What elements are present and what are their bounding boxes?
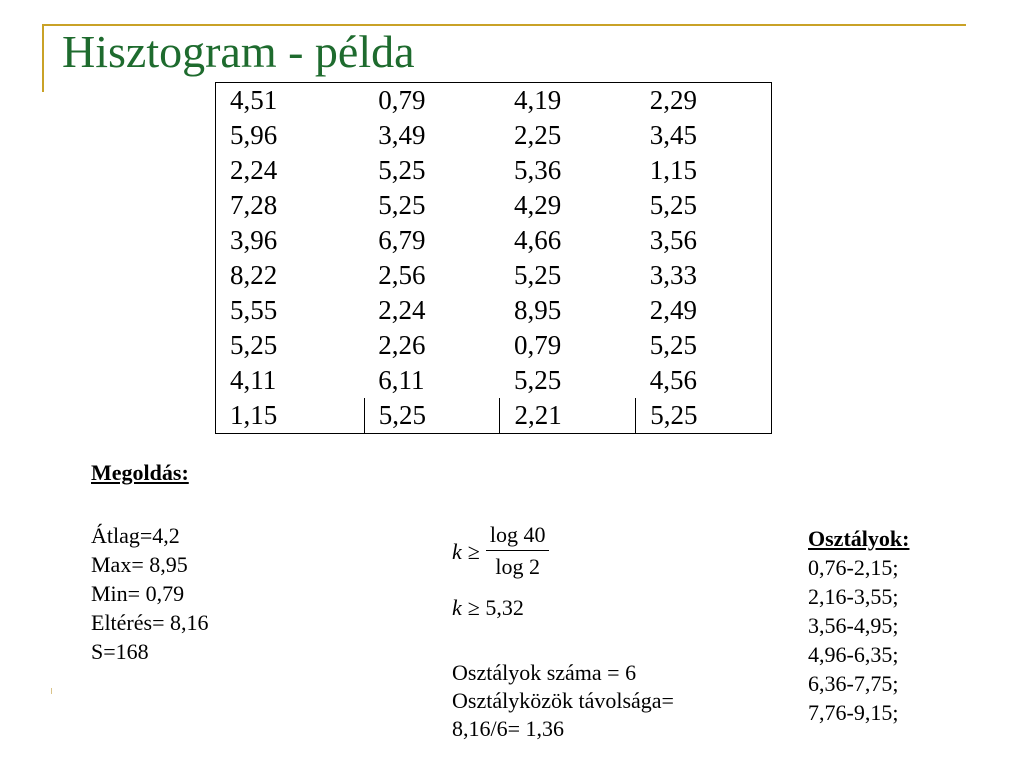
table-cell: 2,24 xyxy=(230,155,278,185)
data-table xyxy=(215,82,772,434)
class-item: 0,76-2,15; xyxy=(808,555,899,580)
table-cell: 5,25 xyxy=(230,330,278,360)
classes-heading: Osztályok: xyxy=(808,526,910,551)
table-cell: 1,15 xyxy=(649,155,697,185)
table-cell: 5,25 xyxy=(636,398,772,434)
table-row xyxy=(216,118,772,153)
table-cell: 2,25 xyxy=(513,120,562,150)
stats-block xyxy=(91,521,209,666)
table-cell: 4,19 xyxy=(513,85,562,115)
table-cell: 6,11 xyxy=(378,365,425,395)
formula-fraction xyxy=(486,522,550,581)
formula-denominator: log 2 xyxy=(495,554,540,579)
table-cell: 2,24 xyxy=(378,295,426,325)
table-cell: 4,66 xyxy=(513,225,562,255)
table-cell: 4,11 xyxy=(230,365,277,395)
table-cell: 8,95 xyxy=(513,295,562,325)
table-cell: 4,56 xyxy=(649,365,697,395)
table-cell: 4,51 xyxy=(230,85,278,115)
formula-geq-symbol: ≥ xyxy=(467,538,480,564)
formula-block xyxy=(452,522,549,621)
class-item: 7,76-9,15; xyxy=(808,700,899,725)
table-row xyxy=(216,363,772,398)
table-cell: 5,25 xyxy=(649,190,697,220)
table-row xyxy=(216,153,772,188)
table-cell: 3,56 xyxy=(649,225,697,255)
class-item: 2,16-3,55; xyxy=(808,584,899,609)
decorative-mark xyxy=(51,688,52,694)
table-row xyxy=(216,328,772,363)
table-row xyxy=(216,188,772,223)
table-cell: 0,79 xyxy=(513,330,562,360)
table-cell: 4,29 xyxy=(513,190,562,220)
table-cell: 5,25 xyxy=(513,260,562,290)
solution-heading: Megoldás: xyxy=(91,460,189,485)
stat-mean: Átlag=4,2 xyxy=(91,523,180,548)
stat-sum: S=168 xyxy=(91,639,149,664)
class-count: Osztályok száma = 6 xyxy=(452,660,637,685)
class-info-block xyxy=(452,659,674,743)
class-width-value: 8,16/6= 1,36 xyxy=(452,716,565,741)
table-cell: 8,22 xyxy=(230,260,278,290)
table-cell: 5,36 xyxy=(513,155,562,185)
table-cell: 3,45 xyxy=(649,120,697,150)
stat-min: Min= 0,79 xyxy=(91,581,185,606)
slide-title: Hisztogram - példa xyxy=(62,26,415,77)
table-cell: 5,25 xyxy=(649,330,697,360)
formula-result: 5,32 xyxy=(485,595,524,620)
table-cell: 5,96 xyxy=(230,120,278,150)
class-width-label: Osztályközök távolsága= xyxy=(452,688,674,713)
table-row xyxy=(216,398,772,434)
class-item: 6,36-7,75; xyxy=(808,671,899,696)
table-cell: 5,55 xyxy=(230,295,278,325)
formula-geq-symbol-2: ≥ xyxy=(467,595,480,620)
table-cell: 7,28 xyxy=(230,190,278,220)
table-cell: 6,79 xyxy=(378,225,426,255)
table-cell: 2,49 xyxy=(649,295,697,325)
formula-numerator: log 40 xyxy=(486,522,550,551)
class-item: 3,56-4,95; xyxy=(808,613,899,638)
table-cell: 2,21 xyxy=(500,398,636,434)
table-cell: 2,56 xyxy=(378,260,426,290)
formula-inequality-result xyxy=(452,595,549,621)
table-cell: 2,26 xyxy=(378,330,426,360)
table-cell: 0,79 xyxy=(378,85,426,115)
table-cell: 2,29 xyxy=(649,85,697,115)
formula-inequality-fraction xyxy=(452,522,549,581)
stat-max: Max= 8,95 xyxy=(91,552,188,577)
formula-k-symbol-2: k xyxy=(452,595,462,620)
stat-range: Eltérés= 8,16 xyxy=(91,610,209,635)
table-cell: 5,25 xyxy=(513,365,562,395)
table-cell: 5,25 xyxy=(378,190,426,220)
table-cell: 3,96 xyxy=(230,225,278,255)
accent-vertical-line xyxy=(42,26,44,92)
table-row xyxy=(216,223,772,258)
table-cell: 3,49 xyxy=(378,120,426,150)
classes-block xyxy=(808,524,909,727)
table-row xyxy=(216,83,772,119)
table-cell: 5,25 xyxy=(378,155,426,185)
table-cell: 3,33 xyxy=(649,260,697,290)
table-row xyxy=(216,293,772,328)
table-cell: 5,25 xyxy=(364,398,500,434)
class-item: 4,96-6,35; xyxy=(808,642,899,667)
table-row xyxy=(216,258,772,293)
formula-k-symbol: k xyxy=(452,538,462,564)
table-cell: 1,15 xyxy=(230,400,278,430)
